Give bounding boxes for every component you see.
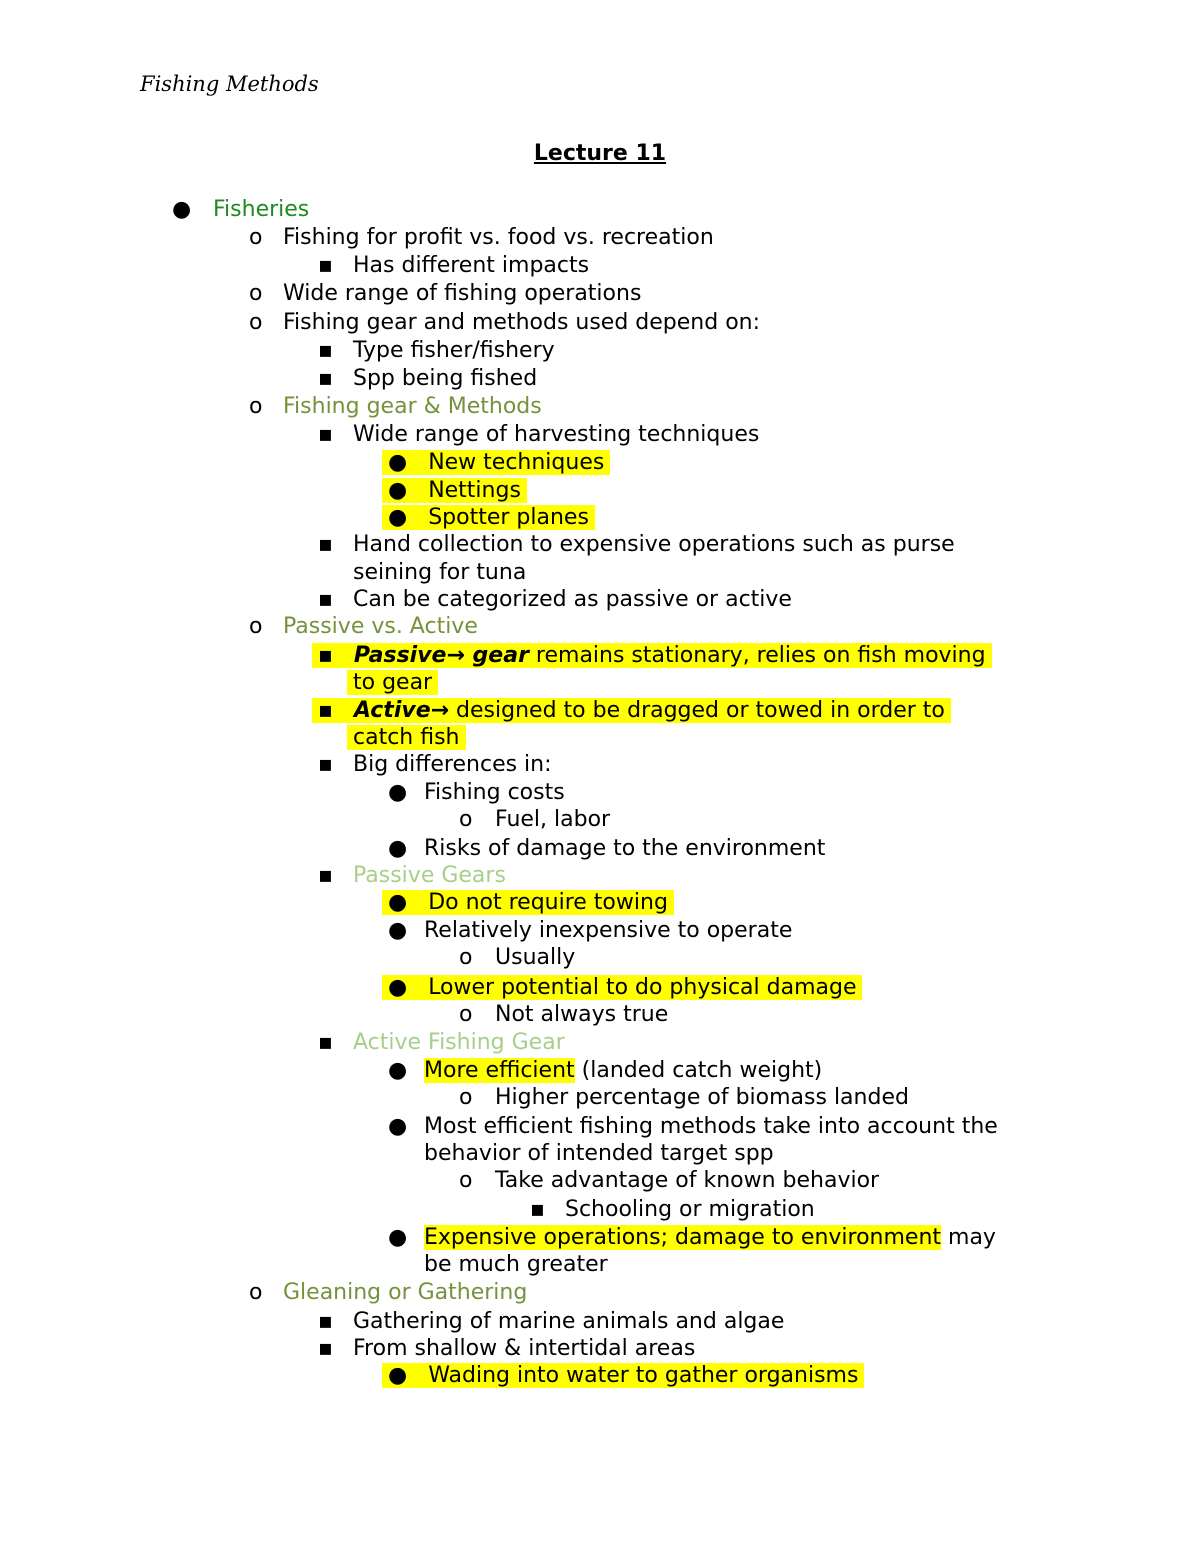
bullet-disc: ● [388, 505, 408, 530]
subheading-passive-gears: Passive Gears [353, 863, 506, 888]
list-item-continuation: be much greater [424, 1252, 608, 1277]
list-item: Spp being fished [353, 366, 538, 391]
list-item: Expensive operations; damage to environment may [424, 1225, 996, 1250]
heading-fisheries: Fisheries [213, 197, 310, 222]
list-item: Not always true [495, 1002, 669, 1027]
bullet-disc: ● [388, 1363, 408, 1388]
bullet-square: ▪ [318, 698, 333, 723]
bullet-square: ▪ [318, 863, 333, 888]
list-item: Most efficient fishing methods take into account the [424, 1114, 998, 1139]
page-header: Fishing Methods [140, 72, 319, 96]
bullet-square: ▪ [318, 532, 333, 557]
bullet-circle: o [249, 614, 263, 639]
list-item: Take advantage of known behavior [495, 1168, 880, 1193]
subheading-active-gear: Active Fishing Gear [353, 1030, 565, 1055]
list-item-continuation: seining for tuna [353, 560, 527, 585]
bullet-circle: o [459, 1168, 473, 1193]
bullet-disc: ● [388, 1114, 408, 1139]
bullet-disc: ● [388, 780, 408, 805]
bullet-circle: o [249, 1280, 263, 1305]
highlighted-item: ● Wading into water to gather organisms [382, 1362, 864, 1389]
bullet-circle: o [459, 1002, 473, 1027]
list-item: Can be categorized as passive or active [353, 587, 792, 612]
list-item: From shallow & intertidal areas [353, 1336, 696, 1361]
bullet-square: ▪ [318, 587, 333, 612]
bullet-disc: ● [388, 1058, 408, 1083]
list-item-continuation: behavior of intended target spp [424, 1141, 774, 1166]
list-item: Gathering of marine animals and algae [353, 1309, 785, 1334]
list-item: Fishing for profit vs. food vs. recreation [283, 225, 714, 250]
bullet-disc: ● [388, 890, 408, 915]
bullet-square: ▪ [318, 1309, 333, 1334]
page-title: Lecture 11 [533, 141, 667, 166]
highlighted-item: ▪ Passive→ gear remains stationary, relies on fish moving [312, 642, 992, 669]
list-item: Schooling or migration [565, 1197, 815, 1222]
bullet-circle: o [249, 225, 263, 250]
list-item: Wide range of harvesting techniques [353, 422, 760, 447]
highlighted-continuation: to gear [347, 669, 438, 696]
bullet-disc: ● [388, 450, 408, 475]
list-item: More efficient (landed catch weight) [424, 1058, 823, 1083]
bullet-circle: o [459, 1085, 473, 1110]
bullet-disc: ● [388, 836, 408, 861]
bullet-square: ▪ [318, 1336, 333, 1361]
bullet-disc: ● [388, 1225, 408, 1250]
bullet-square: ▪ [318, 752, 333, 777]
bullet-circle: o [459, 807, 473, 832]
list-item: Type fisher/fishery [353, 338, 555, 363]
highlighted-item: ● New techniques [382, 449, 610, 476]
list-item: Fishing gear and methods used depend on: [283, 310, 761, 335]
list-item: Wide range of fishing operations [283, 281, 642, 306]
list-item: Fuel, labor [495, 807, 611, 832]
subheading-passive-active: Passive vs. Active [283, 614, 478, 639]
bullet-square: ▪ [318, 253, 333, 278]
bullet-square: ▪ [318, 422, 333, 447]
bullet-disc: ● [172, 197, 192, 222]
subheading-gear-methods: Fishing gear & Methods [283, 394, 542, 419]
bullet-disc: ● [388, 918, 408, 943]
list-item: Relatively inexpensive to operate [424, 918, 793, 943]
highlighted-item: ● Nettings [382, 477, 527, 504]
bullet-square: ▪ [530, 1197, 545, 1222]
bullet-circle: o [249, 394, 263, 419]
bullet-circle: o [249, 310, 263, 335]
list-item: Usually [495, 945, 576, 970]
highlighted-continuation: catch fish [347, 724, 466, 751]
bullet-circle: o [459, 945, 473, 970]
list-item: Hand collection to expensive operations such as purse [353, 532, 955, 557]
highlighted-item: ● Spotter planes [382, 504, 595, 531]
list-item: Fishing costs [424, 780, 565, 805]
bullet-disc: ● [388, 478, 408, 503]
highlighted-item: ● Lower potential to do physical damage [382, 974, 862, 1001]
bullet-circle: o [249, 281, 263, 306]
list-item: Risks of damage to the environment [424, 836, 826, 861]
list-item: Higher percentage of biomass landed [495, 1085, 909, 1110]
bullet-disc: ● [388, 975, 408, 1000]
list-item: Has different impacts [353, 253, 590, 278]
list-item: Big differences in: [353, 752, 552, 777]
highlighted-item: ▪ Active→ designed to be dragged or towed in order to [312, 697, 951, 724]
highlighted-item: ● Do not require towing [382, 889, 674, 916]
bullet-square: ▪ [318, 643, 333, 668]
bullet-square: ▪ [318, 338, 333, 363]
bullet-square: ▪ [318, 366, 333, 391]
subheading-gleaning: Gleaning or Gathering [283, 1280, 528, 1305]
bullet-square: ▪ [318, 1030, 333, 1055]
